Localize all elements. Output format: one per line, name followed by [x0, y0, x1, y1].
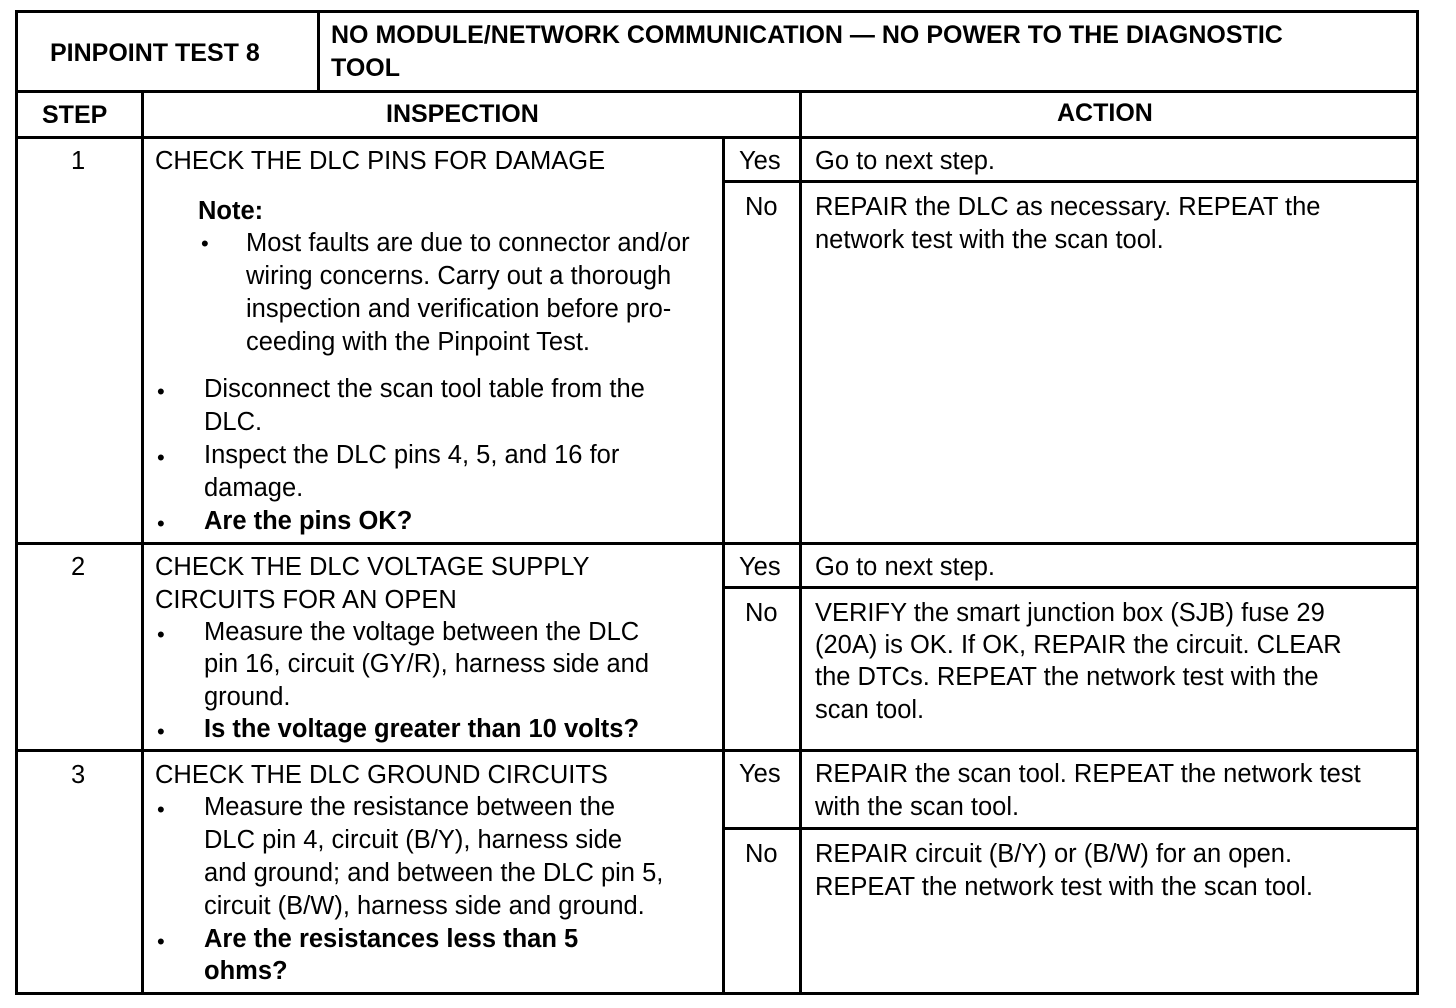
bullet-text: circuit (B/W), harness side and ground.	[204, 892, 645, 920]
rule-step1-bottom	[15, 542, 1419, 545]
step-heading: CHECK THE DLC PINS FOR DAMAGE	[155, 147, 606, 175]
yes-action: Go to next step.	[815, 553, 996, 581]
bullet-text: Disconnect the scan tool table from the	[204, 375, 645, 403]
bullet-icon: •	[157, 797, 165, 822]
rule-left	[15, 10, 18, 995]
bullet-icon: •	[157, 379, 165, 404]
note-line: inspection and verification before pro-	[246, 295, 672, 323]
rule-step1-yes-no	[722, 180, 1419, 183]
bullet-text: Measure the resistance between the	[204, 793, 616, 821]
step-heading: CIRCUITS FOR AN OPEN	[155, 586, 457, 614]
test-title-line2: TOOL	[331, 54, 400, 82]
rule-yesno-column	[722, 136, 725, 995]
bullet-icon: •	[157, 929, 165, 954]
test-title-line1: NO MODULE/NETWORK COMMUNICATION — NO POWER TO THE DIAGNOSTIC	[331, 21, 1283, 49]
rule-right	[1416, 10, 1419, 995]
bullet-text: DLC.	[204, 408, 263, 436]
rule-column-header-bottom	[15, 136, 1419, 139]
bullet-icon: •	[201, 231, 209, 256]
rule-step2-bottom	[15, 749, 1419, 752]
step-question: Is the voltage greater than 10 volts?	[204, 715, 640, 743]
no-action-line: the DTCs. REPEAT the network test with the	[815, 663, 1319, 691]
column-header-action: ACTION	[1057, 99, 1153, 127]
yes-label: Yes	[739, 147, 781, 175]
no-action-line: REPEAT the network test with the scan tool.	[815, 873, 1313, 901]
rule-step3-yes-no	[722, 827, 1419, 830]
note-label: Note:	[198, 197, 264, 225]
bullet-icon: •	[157, 622, 165, 647]
bullet-text: DLC pin 4, circuit (B/Y), harness side	[204, 826, 623, 854]
rule-title-divider	[317, 10, 320, 92]
step-number: 2	[71, 553, 86, 581]
no-action-line: network test with the scan tool.	[815, 226, 1164, 254]
no-action-line: REPAIR circuit (B/Y) or (B/W) for an open.	[815, 840, 1293, 868]
step-heading: CHECK THE DLC GROUND CIRCUITS	[155, 761, 608, 789]
note-line: wiring concerns. Carry out a thorough	[246, 262, 672, 290]
yes-action: Go to next step.	[815, 147, 996, 175]
column-header-inspection: INSPECTION	[386, 100, 539, 128]
bullet-icon: •	[157, 719, 165, 744]
no-label: No	[745, 599, 778, 627]
rule-bottom	[15, 992, 1419, 995]
rule-step2-yes-no	[722, 586, 1419, 589]
bullet-text: pin 16, circuit (GY/R), harness side and	[204, 650, 650, 678]
bullet-text: ground.	[204, 683, 291, 711]
yes-action-line: with the scan tool.	[815, 793, 1020, 821]
no-label: No	[745, 193, 778, 221]
step-question: Are the resistances less than 5	[204, 925, 579, 953]
step-heading: CHECK THE DLC VOLTAGE SUPPLY	[155, 553, 590, 581]
step-number: 1	[71, 147, 86, 175]
bullet-text: damage.	[204, 474, 304, 502]
rule-top	[15, 10, 1419, 13]
bullet-icon: •	[157, 445, 165, 470]
yes-action-line: REPAIR the scan tool. REPEAT the network test	[815, 760, 1361, 788]
test-id: PINPOINT TEST 8	[50, 39, 260, 67]
bullet-icon: •	[157, 511, 165, 536]
no-action-line: VERIFY the smart junction box (SJB) fuse 29	[815, 599, 1325, 627]
bullet-text: Inspect the DLC pins 4, 5, and 16 for	[204, 441, 620, 469]
step-question: Are the pins OK?	[204, 507, 413, 535]
column-header-step: STEP	[42, 101, 108, 129]
no-action-line: (20A) is OK. If OK, REPAIR the circuit. CLEAR	[815, 631, 1342, 659]
bullet-text: and ground; and between the DLC pin 5,	[204, 859, 664, 887]
yes-label: Yes	[739, 760, 781, 788]
rule-title-bottom	[15, 90, 1419, 93]
step-question: ohms?	[204, 957, 288, 985]
note-line: Most faults are due to connector and/or	[246, 229, 690, 257]
bullet-text: Measure the voltage between the DLC	[204, 618, 640, 646]
pinpoint-test-table	[15, 10, 1419, 995]
yes-label: Yes	[739, 553, 781, 581]
step-number: 3	[71, 761, 86, 789]
rule-step-column	[141, 90, 144, 995]
no-action-line: REPAIR the DLC as necessary. REPEAT the	[815, 193, 1321, 221]
no-action-line: scan tool.	[815, 696, 925, 724]
no-label: No	[745, 840, 778, 868]
rule-action-column	[799, 90, 802, 995]
note-line: ceeding with the Pinpoint Test.	[246, 328, 591, 356]
